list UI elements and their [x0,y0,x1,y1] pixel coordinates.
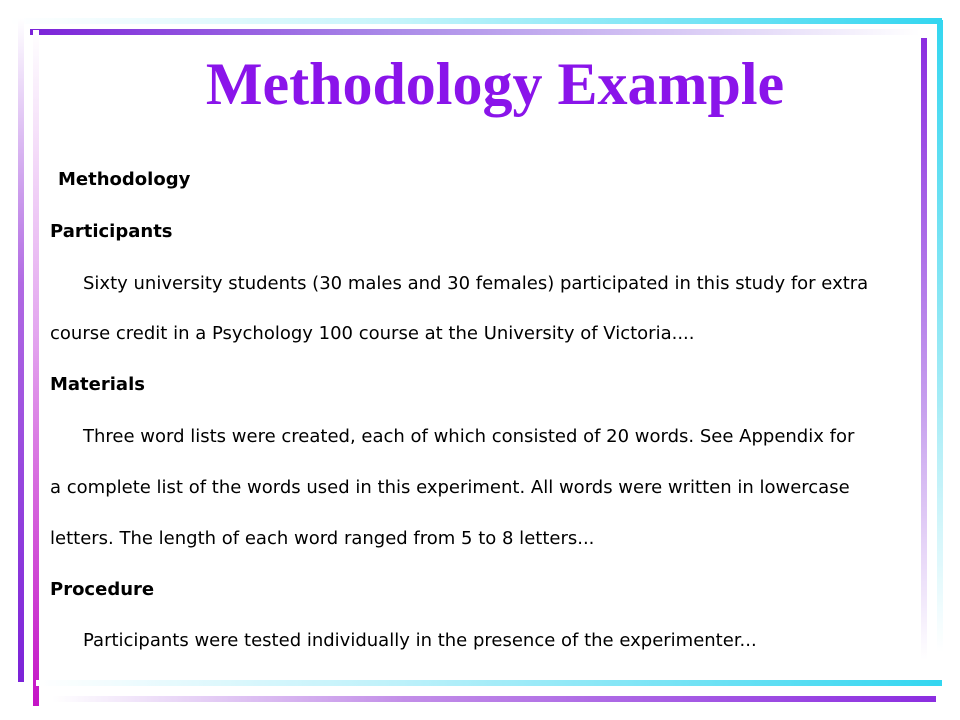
methodology-heading: Methodology [58,169,191,190]
procedure-heading: Procedure [50,579,155,600]
materials-line-3: letters. The length of each word ranged from 5 to 8 letters... [50,528,595,549]
left-inner-decorative-bar [33,30,39,706]
top-outer-decorative-bar [10,18,942,24]
top-inner-decorative-bar [30,29,920,35]
materials-heading: Materials [50,374,145,395]
slide-title: Methodology Example [205,51,785,117]
materials-line-1: Three word lists were created, each of which consisted of 20 words. See Appendix for [83,426,855,447]
bottom-outer-decorative-bar [36,680,942,686]
participants-line-1: Sixty university students (30 males and 30 females) participated in this study for extra [83,273,869,294]
materials-line-2: a complete list of the words used in this experiment. All words were written in lowercase [50,477,850,498]
right-inner-decorative-bar [921,38,927,660]
participants-heading: Participants [50,221,173,242]
participants-line-2: course credit in a Psychology 100 course at the University of Victoria.... [50,323,695,344]
procedure-line-1: Participants were tested individually in the presence of the experimenter... [83,630,757,651]
bottom-inner-decorative-bar [52,696,936,702]
